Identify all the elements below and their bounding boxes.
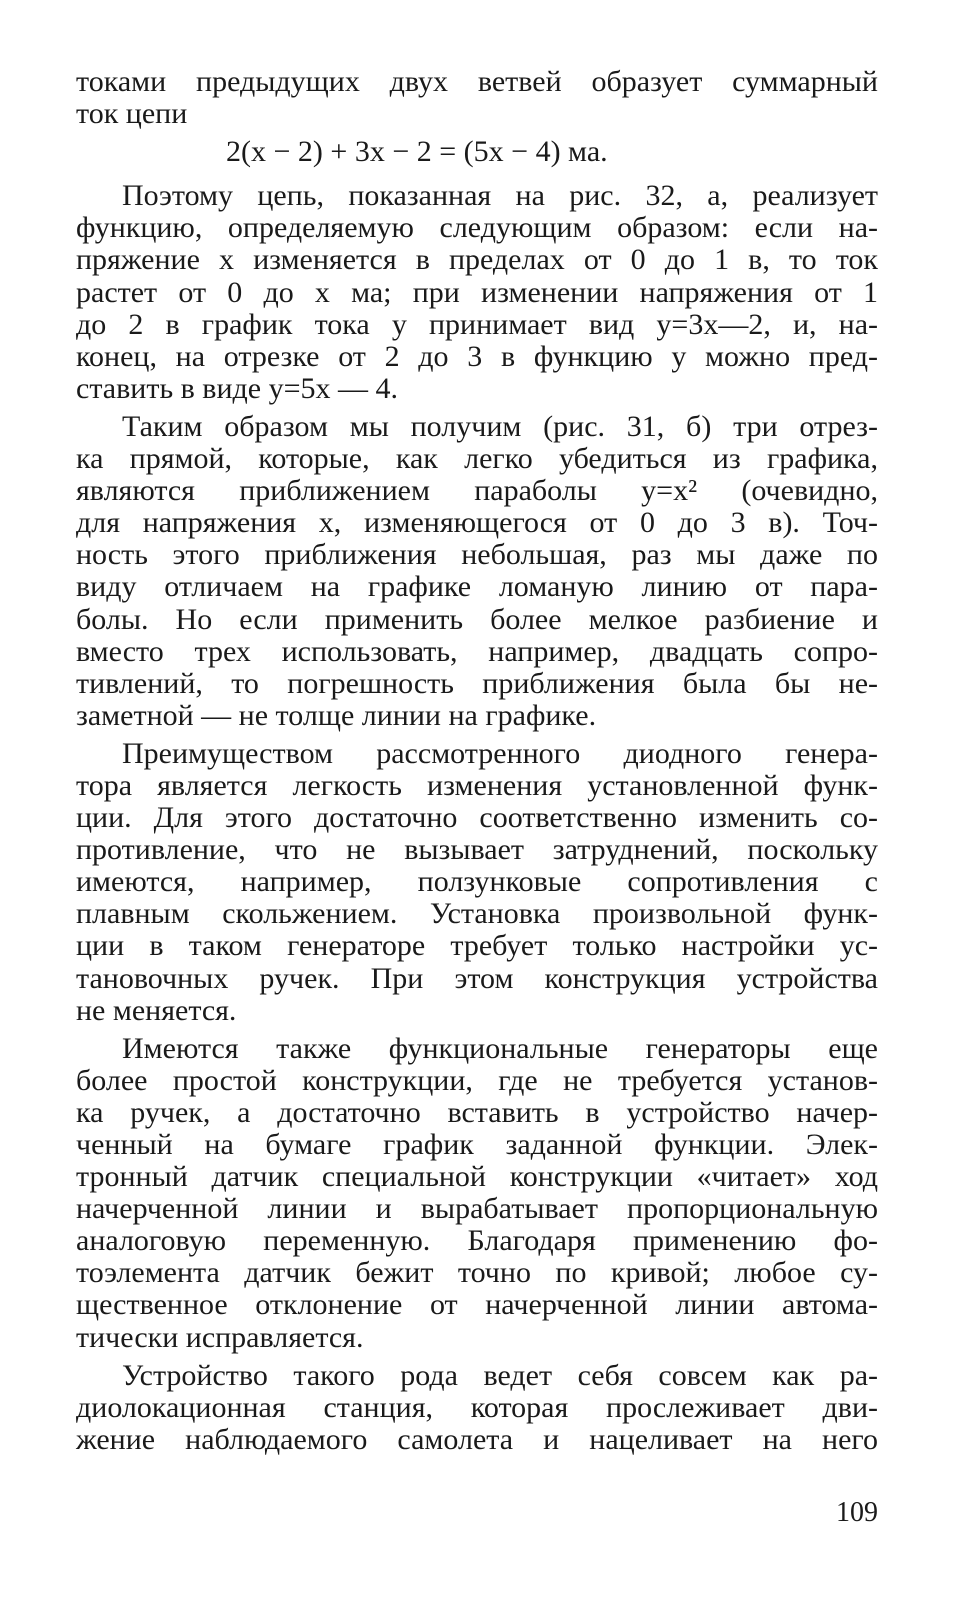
formula: 2(x − 2) + 3x − 2 = (5x − 4) ма. — [226, 135, 608, 169]
paragraph-3 — [76, 738, 878, 1027]
text-line: ченный на бумаге график заданной функции. Элек- — [76, 1128, 878, 1161]
text-line: вместо трех использовать, например, двадцать сопро- — [76, 634, 878, 668]
text-line: заметной — не толще линии на графике. — [76, 698, 597, 732]
text-line: ставить в виде y=5x — 4. — [76, 371, 399, 405]
text-line: пряжение x изменяется в пределах от 0 до 1 в, то ток — [76, 243, 878, 277]
paragraph-4 — [76, 1033, 878, 1354]
text-line: имеются, например, ползунковые сопротивления с — [76, 865, 878, 899]
text-line: Устройство такого рода ведет себя совсем как ра- — [122, 1358, 878, 1392]
text-line: более простой конструкции, где не требуется установ- — [76, 1063, 878, 1097]
text-line: диолокационная станция, которая прослеживает дви- — [76, 1390, 878, 1424]
text-line: токами предыдущих двух ветвей образует суммарный — [76, 65, 878, 98]
text-line: противление, что не вызывает затруднений, поскольку — [76, 833, 878, 867]
book-page — [76, 66, 878, 1566]
text-line: ции в таком генераторе требует только настройки ус- — [76, 929, 878, 963]
text-line: щественное отклонение от начерченной линии автома- — [76, 1288, 878, 1322]
text-line: для напряжения x, изменяющегося от 0 до 3 в). Точ- — [76, 506, 878, 540]
text-line: тически исправляется. — [76, 1320, 364, 1354]
text-line: тора является легкость изменения установленной функ- — [76, 768, 878, 802]
text-line: Имеются также функциональные генераторы еще — [122, 1031, 878, 1065]
text-line: тронный датчик специальной конструкции «читает» ход — [76, 1160, 878, 1194]
text-line: ка прямой, которые, как легко убедиться из графика, — [76, 442, 878, 476]
text-line: Таким образом мы получим (рис. 31, б) три отрез- — [122, 409, 878, 443]
text-line: Преимуществом рассмотренного диодного генера- — [122, 736, 878, 770]
text-line: жение наблюдаемого самолета и нацеливает на него — [76, 1422, 878, 1456]
intro-paragraph — [76, 66, 878, 130]
text-line: до 2 в график тока y принимает вид y=3x—2, и, на- — [76, 307, 878, 341]
text-line: функцию, определяемую следующим образом: если на- — [76, 211, 878, 245]
text-line: конец, на отрезке от 2 до 3 в функцию y можно пред- — [76, 339, 878, 373]
paragraph-2 — [76, 411, 878, 732]
text-line: начерченной линии и вырабатывает пропорциональную — [76, 1192, 878, 1226]
paragraph-5 — [76, 1360, 878, 1456]
text-line: тивлений, то погрешность приближения была бы не- — [76, 666, 878, 700]
text-line: тоэлемента датчик бежит точно по кривой; любое су- — [76, 1256, 878, 1290]
text-line: ка ручек, а достаточно вставить в устройство начер- — [76, 1095, 878, 1129]
paragraph-1 — [76, 180, 878, 405]
text-line: являются приближением параболы y=x² (очевидно, — [76, 474, 878, 508]
text-line: ток цепи — [76, 97, 188, 131]
page-number: 109 — [836, 1497, 878, 1528]
text-line: растет от 0 до x ма; при изменении напряжения от 1 — [76, 275, 878, 309]
text-line: ции. Для этого достаточно соответственно изменить со- — [76, 801, 878, 835]
text-line: аналоговую переменную. Благодаря применению фо- — [76, 1224, 878, 1258]
text-line: виду отличаем на графике ломаную линию от пара- — [76, 570, 878, 604]
text-line: ность этого приближения небольшая, раз мы даже по — [76, 538, 878, 572]
text-line: Поэтому цепь, показанная на рис. 32, а, реализует — [122, 179, 878, 213]
text-line: не меняется. — [76, 993, 237, 1027]
text-line: болы. Но если применить более мелкое разбиение и — [76, 602, 878, 636]
text-line: тановочных ручек. При этом конструкция устройства — [76, 961, 878, 995]
text-line: плавным скольжением. Установка произвольной функ- — [76, 897, 878, 931]
